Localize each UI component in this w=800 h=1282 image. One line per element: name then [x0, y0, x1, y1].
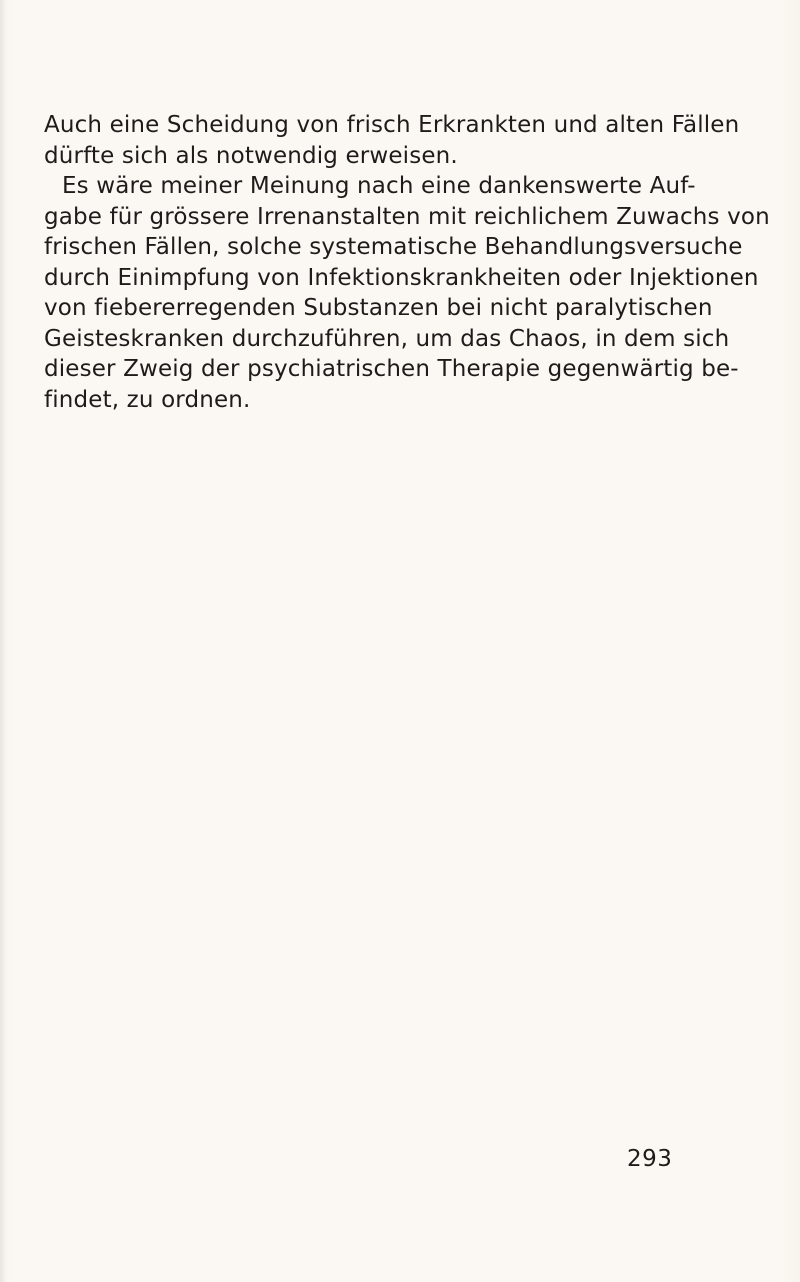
text-line: durch Einimpfung von Infektionskrankheiten oder Injektionen	[44, 264, 759, 291]
text-line: dürfte sich als notwendig erweisen.	[44, 142, 458, 169]
text-line: Auch eine Scheidung von frisch Erkrankten und alten Fällen	[44, 112, 740, 138]
paragraph-1	[44, 110, 740, 171]
text-line: von fiebererregenden Substanzen bei nicht paralytischen	[44, 295, 713, 321]
text-line: findet, zu ordnen.	[44, 386, 251, 413]
page-number: 293	[627, 1146, 673, 1172]
paragraph-2	[44, 171, 770, 415]
text-line: gabe für grössere Irrenanstalten mit reichlichem Zuwachs von	[44, 203, 770, 230]
text-line: frischen Fällen, solche systematische Behandlungsversuche	[44, 234, 743, 260]
text-line: Geisteskranken durchzuführen, um das Chaos, in dem sich	[44, 325, 730, 352]
text-line: dieser Zweig der psychiatrischen Therapie gegenwärtig be-	[44, 356, 739, 382]
body-text	[44, 110, 770, 415]
page-gutter-shadow	[0, 0, 6, 1282]
text-line: Es wäre meiner Meinung nach eine dankenswerte Auf-	[62, 173, 696, 199]
